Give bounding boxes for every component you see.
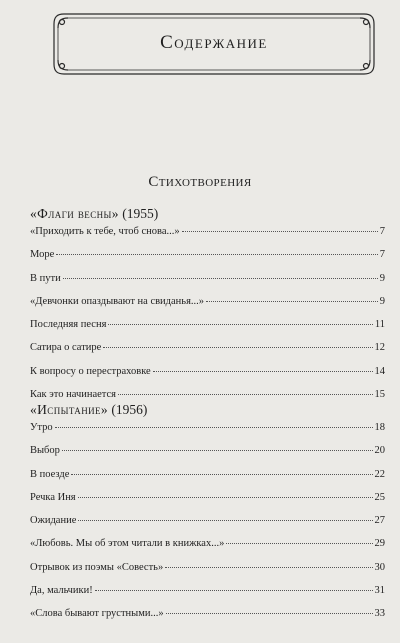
section-title: Стихотворения	[148, 174, 252, 190]
group-year: (1956)	[111, 402, 148, 417]
entry-title: «Девчонки опаздывают на свиданья...»	[30, 295, 205, 307]
entry-page: 30	[374, 561, 385, 573]
dot-leader	[108, 324, 372, 325]
toc-entry[interactable]	[30, 538, 385, 561]
entry-page: 14	[374, 365, 385, 377]
toc-entry[interactable]	[30, 492, 385, 515]
group-year: (1955)	[122, 206, 159, 221]
entry-page: 11	[374, 319, 385, 331]
entry-page: 7	[379, 226, 385, 237]
dot-leader	[78, 520, 372, 521]
entry-page: 33	[374, 608, 385, 620]
toc-entry[interactable]	[30, 273, 385, 296]
entry-title: К вопросу о перестраховке	[30, 365, 151, 377]
entry-page: 18	[374, 422, 385, 433]
entry-page: 27	[374, 515, 385, 527]
toc-entry[interactable]	[30, 366, 385, 389]
entry-title: Сатира о сатире	[30, 342, 102, 354]
dot-leader	[206, 301, 378, 302]
entry-page: 7	[379, 249, 385, 261]
entry-title: Речка Иня	[30, 491, 76, 503]
entry-title: «Любовь. Мы об этом читали в книжках...»	[30, 538, 225, 550]
toc-entry[interactable]	[30, 226, 385, 249]
entry-page: 12	[374, 342, 385, 354]
toc-entry[interactable]	[30, 608, 385, 631]
toc-entry[interactable]	[30, 562, 385, 585]
toc-entry[interactable]	[30, 469, 385, 492]
entry-page: 9	[379, 272, 385, 284]
dot-leader	[118, 394, 373, 395]
dot-leader	[95, 590, 373, 591]
dot-leader	[166, 613, 373, 614]
group-title: «Испытание»	[30, 402, 109, 417]
dot-leader	[62, 450, 373, 451]
toc-entry[interactable]	[30, 296, 385, 319]
dot-leader	[63, 278, 378, 279]
entry-title: В пути	[30, 272, 61, 284]
group-heading	[30, 402, 147, 418]
entry-page: 9	[379, 295, 385, 307]
entry-title: Последняя песня	[30, 319, 107, 331]
dot-leader	[153, 371, 373, 372]
entry-title: Да, мальчики!	[30, 585, 93, 597]
entry-title: «Приходить к тебе, чтоб снова...»	[30, 226, 180, 237]
entry-title: Ожидание	[30, 515, 77, 527]
entry-page: 29	[374, 538, 385, 550]
toc-entry[interactable]	[30, 445, 385, 468]
toc-list	[30, 422, 385, 632]
toc-entry[interactable]	[30, 342, 385, 365]
entry-page: 20	[374, 445, 385, 457]
entry-title: Выбор	[30, 445, 60, 457]
group-title: «Флаги весны»	[30, 206, 119, 221]
title-frame	[48, 8, 380, 80]
dot-leader	[71, 474, 372, 475]
dot-leader	[78, 497, 373, 498]
toc-list	[30, 226, 385, 412]
entry-page: 25	[374, 491, 385, 503]
toc-entry[interactable]	[30, 515, 385, 538]
dot-leader	[226, 543, 372, 544]
dot-leader	[55, 427, 373, 428]
entry-title: В поезде	[30, 468, 70, 480]
entry-page: 15	[374, 389, 385, 401]
group-heading	[30, 206, 158, 222]
dot-leader	[165, 567, 372, 568]
entry-title: Как это начинается	[30, 389, 116, 401]
dot-leader	[103, 347, 372, 348]
toc-entry[interactable]	[30, 585, 385, 608]
toc-entry[interactable]	[30, 249, 385, 272]
dot-leader	[182, 231, 378, 232]
entry-title: Море	[30, 249, 55, 261]
page-title: Содержание	[160, 32, 268, 53]
entry-page: 22	[374, 468, 385, 480]
dot-leader	[56, 254, 378, 255]
entry-title: «Слова бывают грустными...»	[30, 608, 164, 620]
entry-title: Утро	[30, 422, 53, 433]
entry-page: 31	[374, 585, 385, 597]
toc-entry[interactable]	[30, 422, 385, 445]
entry-title: Отрывок из поэмы «Совесть»	[30, 561, 164, 573]
toc-entry[interactable]	[30, 319, 385, 342]
